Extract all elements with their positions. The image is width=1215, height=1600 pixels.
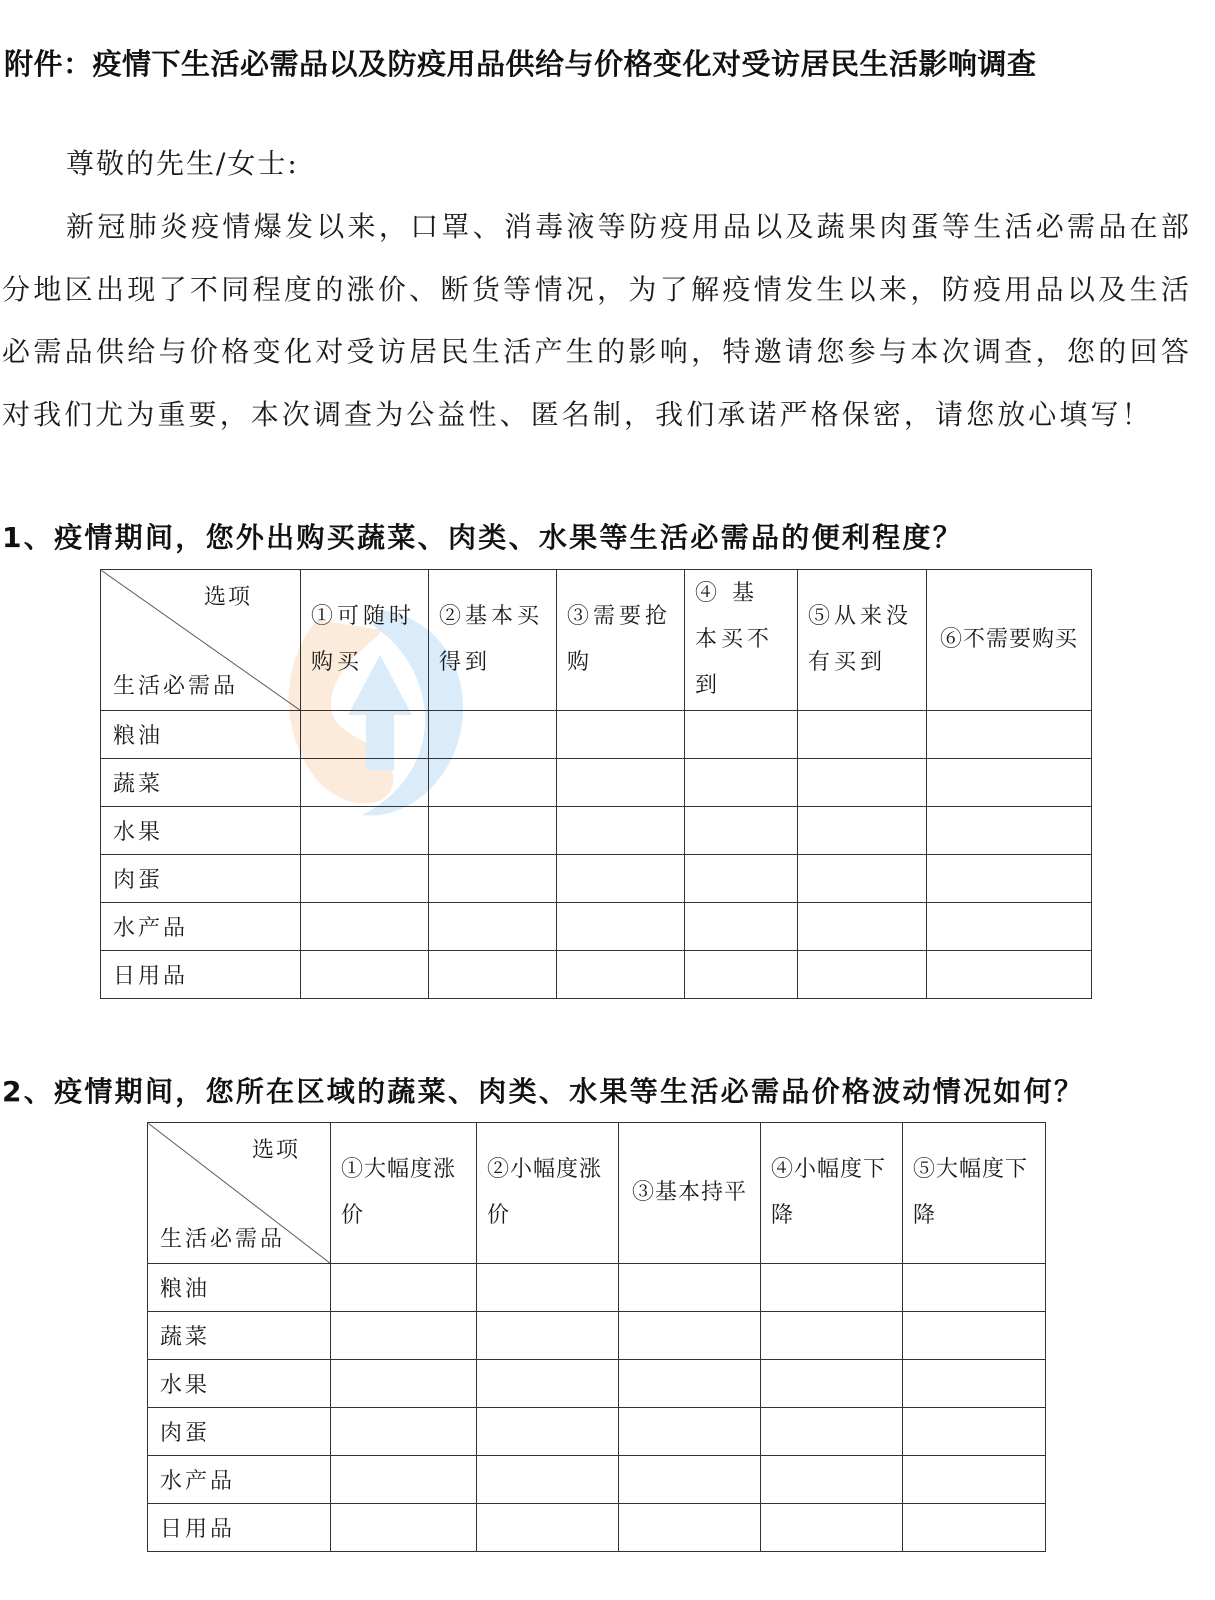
corner-items-label: 生活必需品 bbox=[160, 1227, 286, 1252]
answer-cell[interactable] bbox=[477, 1504, 619, 1552]
option-header: ②小幅度涨价 bbox=[477, 1123, 619, 1264]
answer-cell[interactable] bbox=[927, 807, 1092, 855]
table-header-row bbox=[101, 570, 1092, 711]
answer-cell[interactable] bbox=[301, 807, 429, 855]
answer-cell[interactable] bbox=[798, 903, 927, 951]
table-row bbox=[101, 855, 1092, 903]
answer-cell[interactable] bbox=[477, 1360, 619, 1408]
option-header: ③基本持平 bbox=[619, 1123, 761, 1264]
intro-paragraph: 新冠肺炎疫情爆发以来，口罩、消毒液等防疫用品以及蔬果肉蛋等生活必需品在部分地区出现了不同程度的涨价、断货等情况，为了解疫情发生以来，防疫用品以及生活必需品供给与价格变化对受访居民生活产生的影响，特邀请您参与本次调查，您的回答对我们尤为重要，本次调查为公益性、匿名制，我们承诺严格保密，请您放心填写！ bbox=[2, 210, 1192, 431]
answer-cell[interactable] bbox=[798, 951, 927, 999]
item-label: 粮油 bbox=[148, 1264, 331, 1312]
item-label: 水产品 bbox=[101, 903, 301, 951]
answer-cell[interactable] bbox=[331, 1264, 477, 1312]
answer-cell[interactable] bbox=[927, 855, 1092, 903]
question-2-title: 2、疫情期间，您所在区域的蔬菜、肉类、水果等生活必需品价格波动情况如何？ bbox=[2, 1075, 1085, 1108]
answer-cell[interactable] bbox=[557, 903, 685, 951]
option-header: ⑤大幅度下降 bbox=[903, 1123, 1046, 1264]
table-row bbox=[101, 711, 1092, 759]
table-row bbox=[148, 1360, 1046, 1408]
answer-cell[interactable] bbox=[301, 855, 429, 903]
item-label: 粮油 bbox=[101, 711, 301, 759]
table-row bbox=[101, 951, 1092, 999]
answer-cell[interactable] bbox=[685, 951, 798, 999]
item-label: 肉蛋 bbox=[148, 1408, 331, 1456]
answer-cell[interactable] bbox=[429, 711, 557, 759]
answer-cell[interactable] bbox=[619, 1264, 761, 1312]
answer-cell[interactable] bbox=[798, 855, 927, 903]
answer-cell[interactable] bbox=[301, 951, 429, 999]
answer-cell[interactable] bbox=[429, 759, 557, 807]
answer-cell[interactable] bbox=[927, 759, 1092, 807]
question-1-title: 1、疫情期间，您外出购买蔬菜、肉类、水果等生活必需品的便利程度？ bbox=[2, 521, 964, 554]
option-header: ⑤从来没有买到 bbox=[798, 570, 927, 711]
table-row bbox=[148, 1456, 1046, 1504]
answer-cell[interactable] bbox=[903, 1312, 1046, 1360]
answer-cell[interactable] bbox=[477, 1408, 619, 1456]
item-label: 水果 bbox=[148, 1360, 331, 1408]
table-row bbox=[101, 759, 1092, 807]
answer-cell[interactable] bbox=[557, 759, 685, 807]
table-row bbox=[101, 807, 1092, 855]
answer-cell[interactable] bbox=[903, 1360, 1046, 1408]
table-row bbox=[148, 1504, 1046, 1552]
answer-cell[interactable] bbox=[798, 807, 927, 855]
document-title: 附件：疫情下生活必需品以及防疫用品供给与价格变化对受访居民生活影响调查 bbox=[4, 47, 1037, 81]
item-label: 日用品 bbox=[148, 1504, 331, 1552]
answer-cell[interactable] bbox=[761, 1312, 903, 1360]
answer-cell[interactable] bbox=[685, 855, 798, 903]
item-label: 蔬菜 bbox=[101, 759, 301, 807]
table-row bbox=[148, 1408, 1046, 1456]
item-label: 日用品 bbox=[101, 951, 301, 999]
table-row bbox=[148, 1264, 1046, 1312]
answer-cell[interactable] bbox=[619, 1408, 761, 1456]
answer-cell[interactable] bbox=[557, 855, 685, 903]
answer-cell[interactable] bbox=[927, 711, 1092, 759]
answer-cell[interactable] bbox=[685, 759, 798, 807]
answer-cell[interactable] bbox=[477, 1456, 619, 1504]
answer-cell[interactable] bbox=[761, 1264, 903, 1312]
answer-cell[interactable] bbox=[429, 951, 557, 999]
corner-options-label: 选项 bbox=[203, 585, 252, 610]
answer-cell[interactable] bbox=[477, 1312, 619, 1360]
item-label: 水产品 bbox=[148, 1456, 331, 1504]
option-header: ①可随时购买 bbox=[301, 570, 429, 711]
answer-cell[interactable] bbox=[798, 759, 927, 807]
item-label: 水果 bbox=[101, 807, 301, 855]
table-corner-header bbox=[101, 570, 301, 711]
answer-cell[interactable] bbox=[477, 1264, 619, 1312]
answer-cell[interactable] bbox=[903, 1264, 1046, 1312]
table-corner-header bbox=[148, 1123, 331, 1264]
answer-cell[interactable] bbox=[903, 1408, 1046, 1456]
answer-cell[interactable] bbox=[331, 1504, 477, 1552]
answer-cell[interactable] bbox=[798, 711, 927, 759]
answer-cell[interactable] bbox=[429, 807, 557, 855]
answer-cell[interactable] bbox=[761, 1456, 903, 1504]
answer-cell[interactable] bbox=[301, 759, 429, 807]
answer-cell[interactable] bbox=[429, 855, 557, 903]
answer-cell[interactable] bbox=[619, 1504, 761, 1552]
option-header: ①大幅度涨价 bbox=[331, 1123, 477, 1264]
answer-cell[interactable] bbox=[927, 951, 1092, 999]
answer-cell[interactable] bbox=[685, 807, 798, 855]
answer-cell[interactable] bbox=[619, 1360, 761, 1408]
answer-cell[interactable] bbox=[761, 1504, 903, 1552]
answer-cell[interactable] bbox=[761, 1360, 903, 1408]
answer-cell[interactable] bbox=[557, 807, 685, 855]
answer-cell[interactable] bbox=[619, 1312, 761, 1360]
option-header: ⑥不需要购买 bbox=[927, 570, 1092, 711]
answer-cell[interactable] bbox=[331, 1312, 477, 1360]
answer-cell[interactable] bbox=[761, 1408, 903, 1456]
answer-cell[interactable] bbox=[557, 711, 685, 759]
option-header: ④小幅度下降 bbox=[761, 1123, 903, 1264]
corner-options-label: 选项 bbox=[251, 1138, 300, 1163]
question-2-table bbox=[147, 1122, 1046, 1552]
table-row bbox=[148, 1312, 1046, 1360]
answer-cell[interactable] bbox=[429, 903, 557, 951]
table-header-row bbox=[148, 1123, 1046, 1264]
option-header: ②基本买得到 bbox=[429, 570, 557, 711]
answer-cell[interactable] bbox=[301, 711, 429, 759]
option-header: ④ 基 本买不到 bbox=[685, 570, 798, 711]
answer-cell[interactable] bbox=[903, 1456, 1046, 1504]
answer-cell[interactable] bbox=[331, 1408, 477, 1456]
answer-cell[interactable] bbox=[619, 1456, 761, 1504]
answer-cell[interactable] bbox=[331, 1456, 477, 1504]
item-label: 蔬菜 bbox=[148, 1312, 331, 1360]
answer-cell[interactable] bbox=[903, 1504, 1046, 1552]
answer-cell[interactable] bbox=[557, 951, 685, 999]
answer-cell[interactable] bbox=[927, 903, 1092, 951]
answer-cell[interactable] bbox=[331, 1360, 477, 1408]
option-header: ③需要抢购 bbox=[557, 570, 685, 711]
table-row bbox=[101, 903, 1092, 951]
greeting-text: 尊敬的先生/女士: bbox=[66, 147, 299, 180]
answer-cell[interactable] bbox=[685, 711, 798, 759]
answer-cell[interactable] bbox=[301, 903, 429, 951]
corner-items-label: 生活必需品 bbox=[113, 674, 239, 699]
item-label: 肉蛋 bbox=[101, 855, 301, 903]
answer-cell[interactable] bbox=[685, 903, 798, 951]
question-1-table bbox=[100, 569, 1092, 999]
